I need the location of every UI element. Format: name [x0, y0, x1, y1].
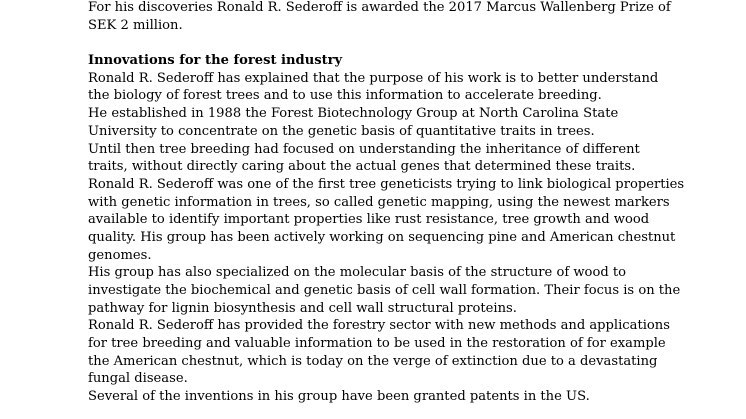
body-line: traits, without directly caring about the actual genes that determined these traits.: [88, 159, 636, 175]
body-line: with genetic information in trees, so called genetic mapping, using the newest markers: [88, 194, 670, 210]
body-line: for tree breeding and valuable information to be used in the restoration of for example: [88, 336, 666, 352]
body-line: Ronald R. Sederoff was one of the first tree geneticists trying to link biological properties: [88, 176, 685, 192]
body-line: fungal disease.: [88, 371, 188, 387]
document-body: [88, 0, 708, 406]
section-heading: Innovations for the forest industry: [88, 53, 343, 69]
body-line: Ronald R. Sederoff has explained that the purpose of his work is to better understand: [88, 70, 659, 86]
intro-line: For his discoveries Ronald R. Sederoff is awarded the 2017 Marcus Wallenberg Prize of: [88, 0, 671, 15]
body-line: the biology of forest trees and to use this information to accelerate breeding.: [88, 88, 602, 104]
body-line: pathway for lignin biosynthesis and cell wall structural proteins.: [88, 300, 517, 316]
body-line: available to identify important properties like rust resistance, tree growth and wood: [88, 212, 650, 228]
body-line: Ronald R. Sederoff has provided the forestry sector with new methods and applications: [88, 318, 670, 334]
body-line: the American chestnut, which is today on the verge of extinction due to a devastating: [88, 353, 658, 369]
paragraph-gap: [88, 34, 708, 52]
body-line: His group has also specialized on the molecular basis of the structure of wood to: [88, 265, 627, 281]
intro-line: SEK 2 million.: [88, 17, 183, 33]
body-line: University to concentrate on the genetic basis of quantitative traits in trees.: [88, 123, 595, 139]
body-line: investigate the biochemical and genetic basis of cell wall formation. Their focus is on the: [88, 283, 681, 298]
body-line: He established in 1988 the Forest Biotechnology Group at North Carolina State: [88, 106, 619, 122]
body-line: genomes.: [88, 247, 152, 263]
body-line: Several of the inventions in his group have been granted patents in the US.: [88, 389, 590, 405]
body-line: Until then tree breeding had focused on understanding the inheritance of different: [88, 141, 640, 157]
body-line: quality. His group has been actively working on sequencing pine and American chestnut: [88, 229, 676, 245]
